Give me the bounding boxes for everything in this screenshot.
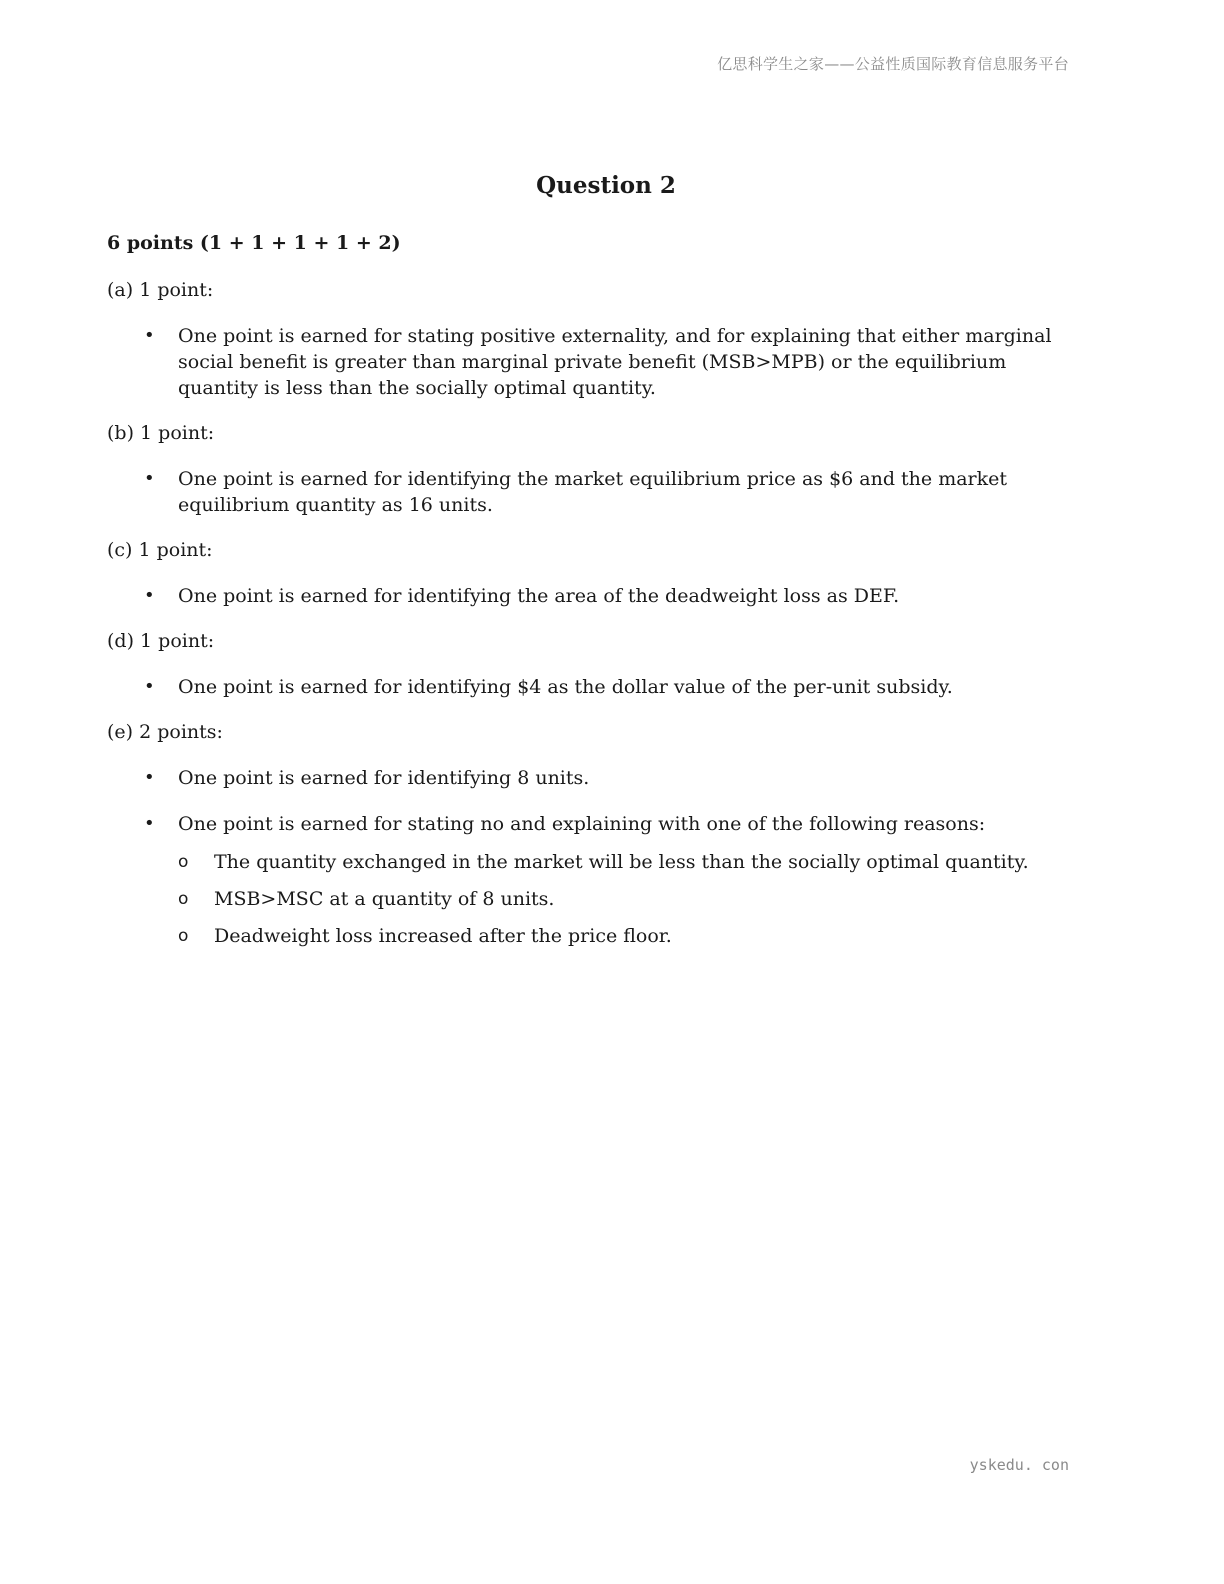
sub-marker: o	[178, 889, 189, 909]
part-label: (c) 1 point:	[107, 539, 213, 561]
list-item	[107, 323, 1092, 401]
sub-item-text: Deadweight loss increased after the price floor.	[214, 925, 672, 947]
bullet-marker: •	[144, 676, 155, 697]
sub-marker: o	[178, 852, 189, 872]
sub-item-text: The quantity exchanged in the market will be less than the socially optimal quantity.	[214, 851, 1029, 873]
part-label: (b) 1 point:	[107, 422, 215, 444]
header-watermark: 亿思科学生之家——公益性质国际教育信息服务平台	[717, 55, 1069, 73]
sub-list-item	[178, 886, 1092, 912]
points-summary: 6 points (1 + 1 + 1 + 1 + 2)	[107, 232, 401, 254]
bullet-list	[107, 674, 1092, 700]
list-item	[107, 765, 1092, 791]
bullet-text: One point is earned for identifying the area of the deadweight loss as DEF.	[178, 585, 900, 607]
bullet-text: One point is earned for identifying $4 as the dollar value of the per-unit subsidy.	[178, 676, 953, 698]
list-item	[107, 674, 1092, 700]
bullet-marker: •	[144, 767, 155, 788]
sub-list	[178, 849, 1092, 949]
part-label: (d) 1 point:	[107, 630, 215, 652]
list-item	[107, 466, 1092, 518]
bullet-list	[107, 323, 1092, 401]
bullet-marker: •	[144, 325, 155, 346]
bullet-text: One point is earned for stating positive externality, and for explaining that either marginal social benefit is greater than marginal private benefit (MSB>MPB) or the equilibrium quantity is less than the socially optimal quantity.	[178, 325, 1052, 399]
sub-item-text: MSB>MSC at a quantity of 8 units.	[214, 888, 555, 910]
bullet-list	[107, 466, 1092, 518]
bullet-list	[107, 765, 1092, 949]
page-title: Question 2	[536, 172, 676, 199]
sub-marker: o	[178, 926, 189, 946]
bullet-list	[107, 583, 1092, 609]
part-label: (e) 2 points:	[107, 721, 223, 743]
sub-list-item	[178, 849, 1092, 875]
list-item	[107, 583, 1092, 609]
bullet-marker: •	[144, 468, 155, 489]
footer-watermark: yskedu. con	[969, 1456, 1069, 1474]
bullet-marker: •	[144, 813, 155, 834]
list-item	[107, 811, 1092, 949]
scoring-guidelines	[107, 277, 1092, 968]
bullet-text: One point is earned for stating no and explaining with one of the following reasons:	[178, 813, 986, 835]
part-label: (a) 1 point:	[107, 279, 214, 301]
bullet-marker: •	[144, 585, 155, 606]
sub-list-item	[178, 923, 1092, 949]
bullet-text: One point is earned for identifying the market equilibrium price as $6 and the market equilibrium quantity as 16 units.	[178, 468, 1008, 516]
bullet-text: One point is earned for identifying 8 units.	[178, 767, 590, 789]
